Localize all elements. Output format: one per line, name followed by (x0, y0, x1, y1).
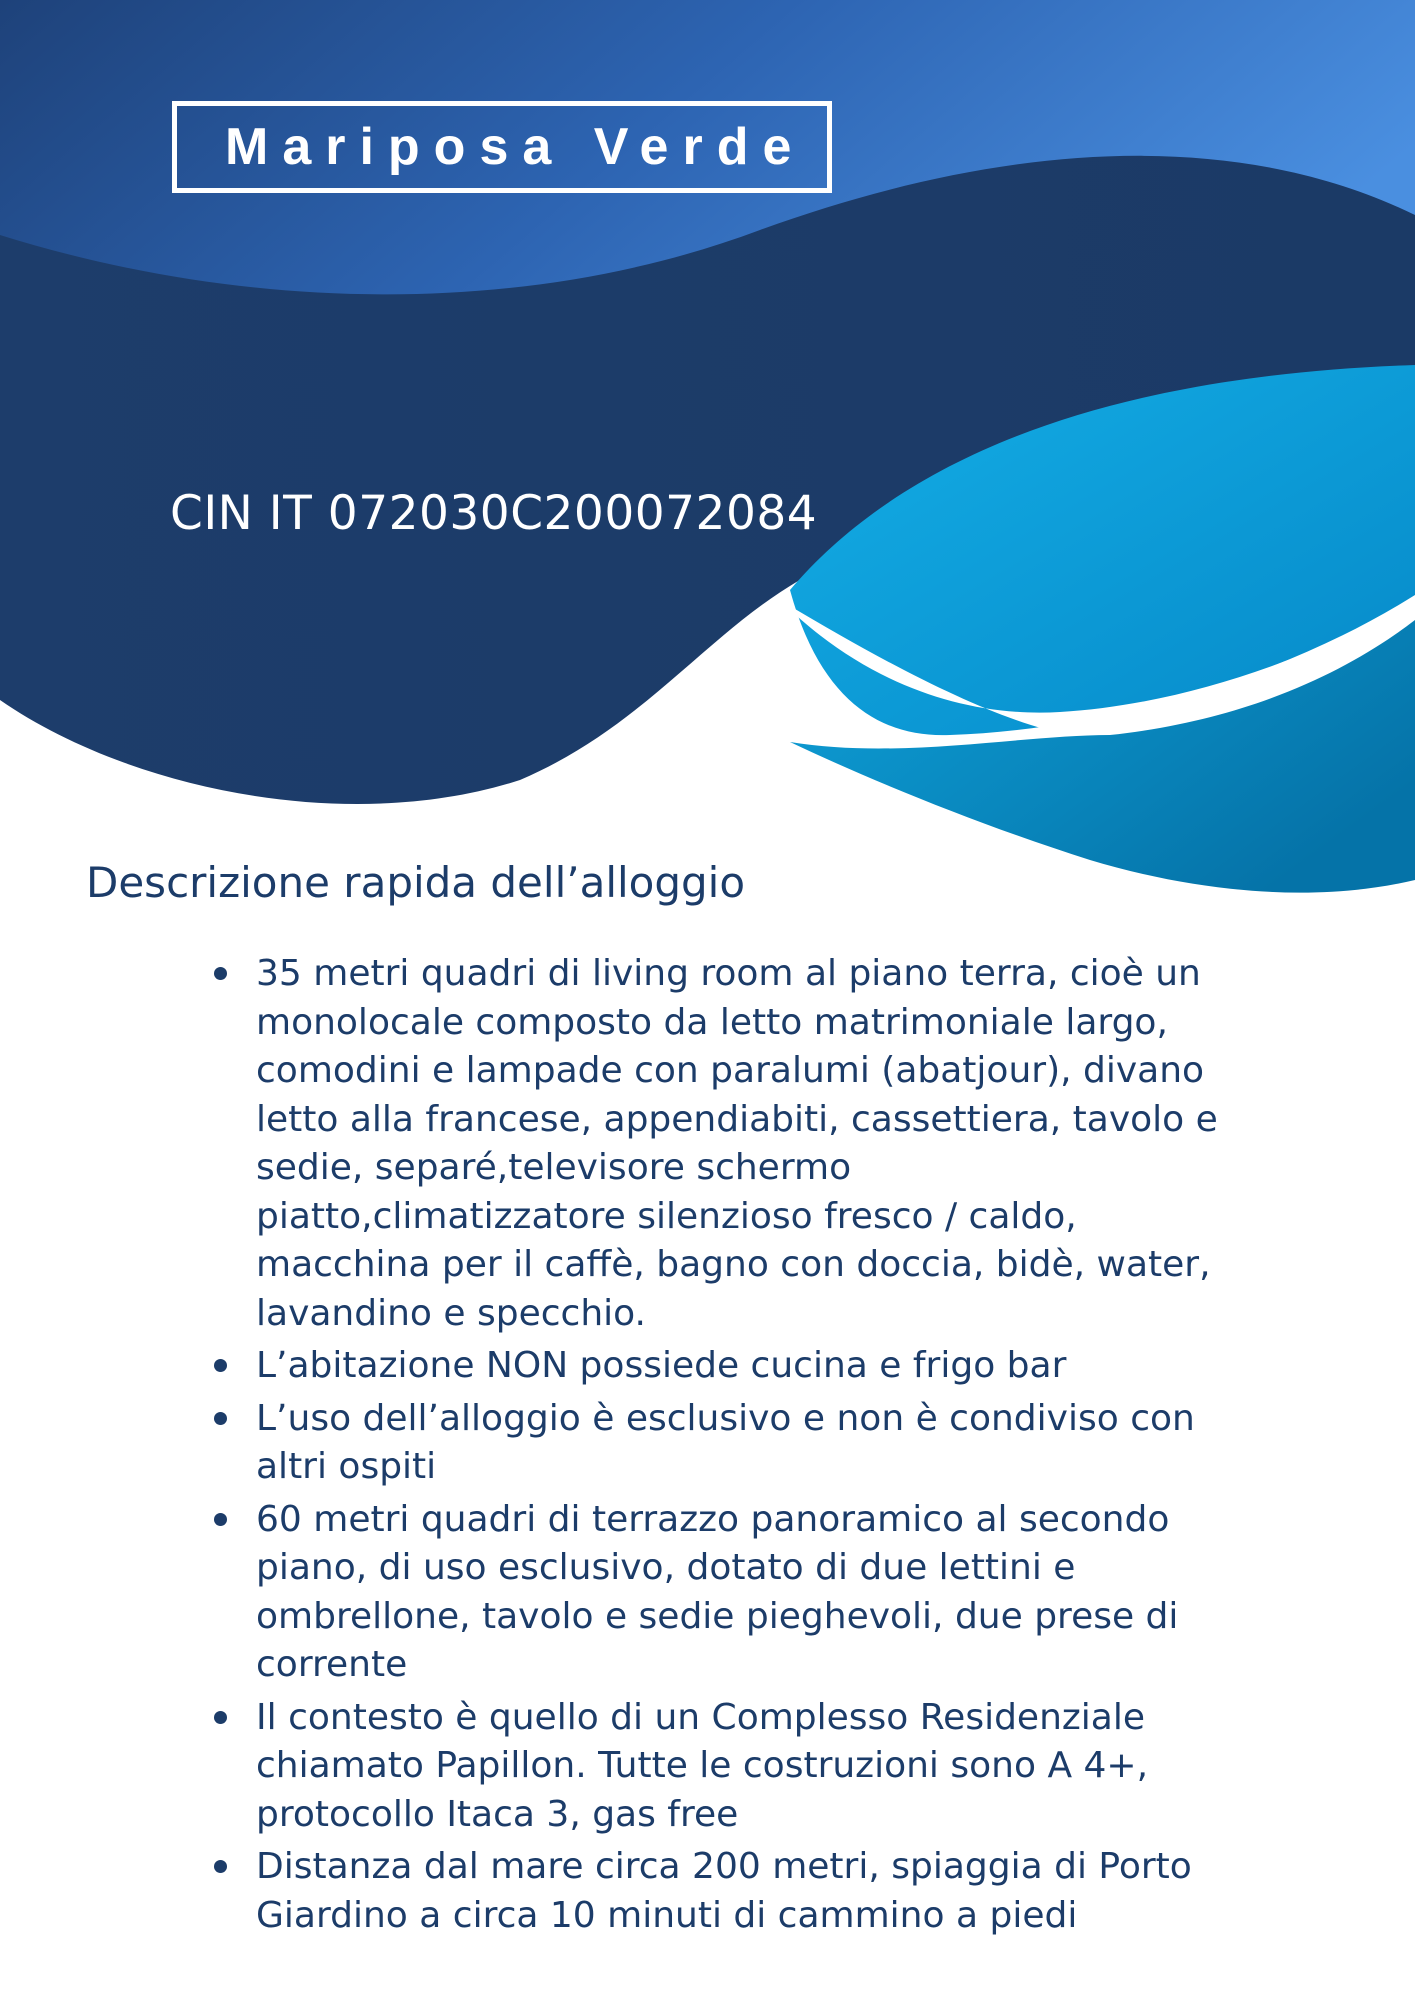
feature-text: Distanza dal mare circa 200 metri, spiaggia di Porto Giardino a circa 10 minuti di cammino a piedi (256, 1846, 1192, 1936)
brand-name: Mariposa Verde (225, 118, 806, 176)
bullet-icon (214, 1860, 227, 1873)
feature-text: Il contesto è quello di un Complesso Residenziale chiamato Papillon. Tutte le costruzioni sono A 4+, protocollo Itaca 3, gas free (256, 1696, 1149, 1835)
feature-text: L’uso dell’alloggio è esclusivo e non è condiviso con altri ospiti (256, 1397, 1195, 1487)
bullet-icon (214, 967, 227, 980)
list-item (214, 1496, 1224, 1690)
bullet-icon (214, 1359, 227, 1372)
bullet-icon (214, 1711, 227, 1724)
list-item (214, 950, 1224, 1338)
feature-text: 60 metri quadri di terrazzo panoramico al secondo piano, di uso esclusivo, dotato di due lettini e ombrellone, tavolo e sedie pieghevoli, due prese di corrente (256, 1498, 1179, 1685)
cin-code: CIN IT 072030C200072084 (170, 486, 818, 541)
feature-list (214, 950, 1224, 1944)
list-item (214, 1342, 1224, 1391)
list-item (214, 1843, 1224, 1940)
brand-frame (172, 101, 832, 193)
list-item (214, 1395, 1224, 1492)
section-title: Descrizione rapida dell’alloggio (86, 858, 746, 907)
feature-text: 35 metri quadri di living room al piano terra, cioè un monolocale composto da letto matrimoniale largo, comodini e lampade con paralumi (abatjour), divano letto alla francese, appendiabiti, cassettiera, tavolo e sedie, separé,televisore schermo piatto,climatizzatore silenzioso fresco / caldo, macchina per il caffè, bagno con doccia, bidè, water, lavandino e specchio. (256, 953, 1218, 1334)
feature-text: L’abitazione NON possiede cucina e frigo bar (256, 1345, 1067, 1386)
bullet-icon (214, 1412, 227, 1425)
list-item (214, 1694, 1224, 1840)
bullet-icon (214, 1513, 227, 1526)
